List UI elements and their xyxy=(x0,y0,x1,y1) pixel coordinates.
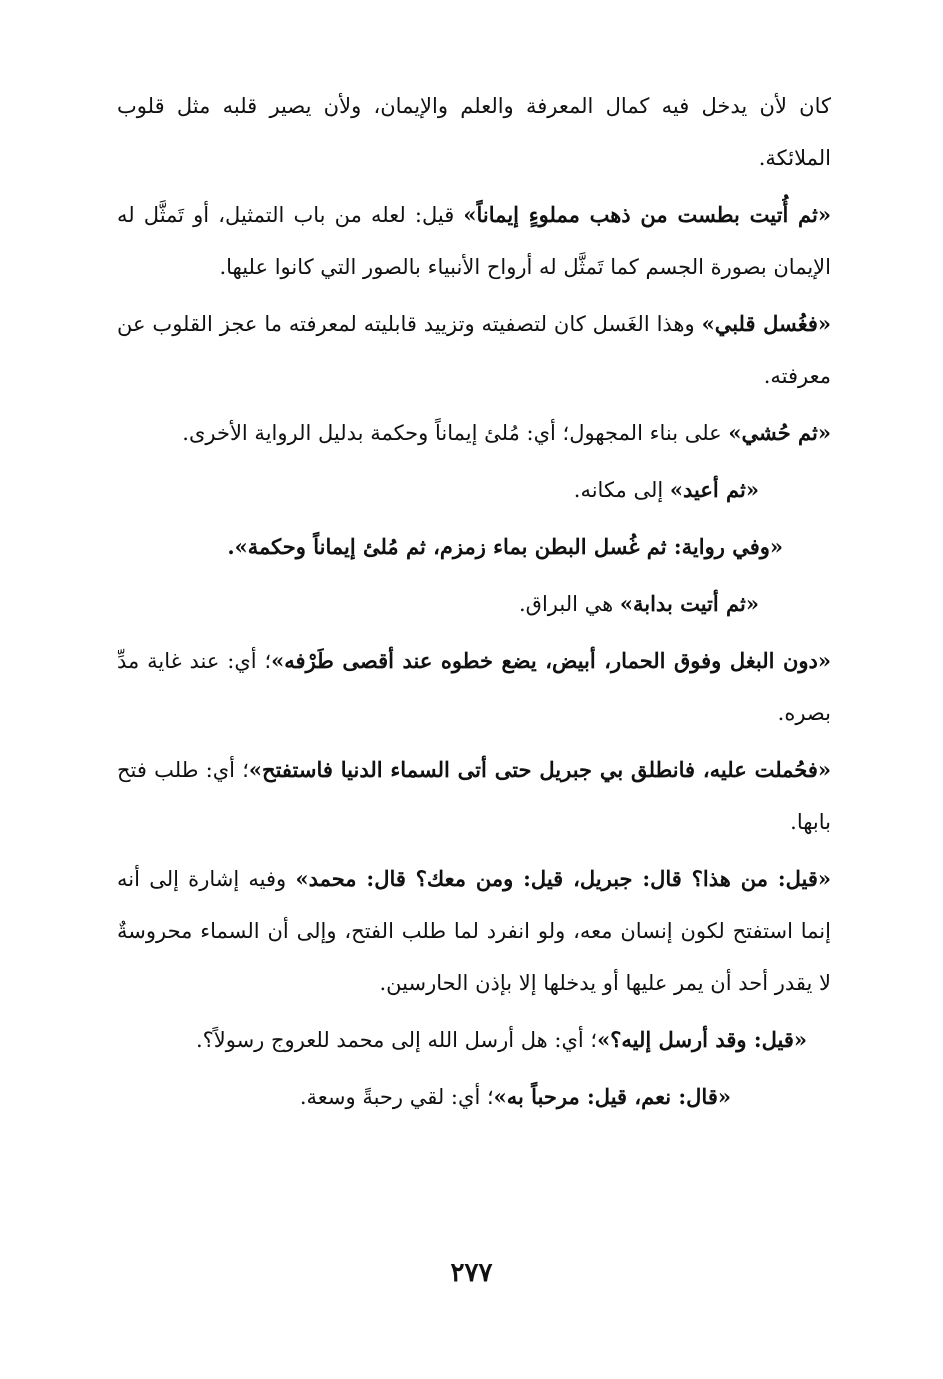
commentary-text: هي البراق. xyxy=(518,592,620,616)
quoted-hadith-text: «ثم حُشي» xyxy=(728,420,831,445)
commentary-text: إلى مكانه. xyxy=(573,478,670,502)
paragraph xyxy=(117,464,831,516)
paragraph xyxy=(117,407,831,459)
quoted-hadith-text: «ثم أعيد» xyxy=(669,477,759,502)
quoted-hadith-text: «ثم أتيت بدابة» xyxy=(619,591,759,616)
paragraph xyxy=(117,298,831,402)
commentary-text: وهذا الغَسل كان لتصفيته وتزييد قابليته لمعرفته ما عجز القلوب عن معرفته. xyxy=(117,312,831,388)
page-number: ٢٧٧ xyxy=(450,1258,493,1288)
quoted-hadith-text: «فحُملت عليه، فانطلق بي جبريل حتى أتى السماء الدنيا فاستفتح» xyxy=(248,757,832,782)
commentary-text: ؛ أي: عند غاية مدِّ بصره. xyxy=(117,649,831,725)
quoted-hadith-text: «قيل: من هذا؟ قال: جبريل، قيل: ومن معك؟ قال: محمد» xyxy=(295,866,831,891)
commentary-text: قيل: لعله من باب التمثيل، أو تَمثَّل له الإيمان بصورة الجسم كما تَمثَّل له أرواح الأنبياء بالصور التي كانوا عليها. xyxy=(117,203,831,279)
paragraph xyxy=(117,635,831,739)
paragraph xyxy=(117,1014,831,1066)
paragraph xyxy=(117,80,831,184)
paragraph xyxy=(117,744,831,848)
quoted-hadith-text: «فغُسل قلبي» xyxy=(701,311,832,336)
paragraph xyxy=(117,578,831,630)
quoted-hadith-text: «وفي رواية: ثم غُسل البطن بماء زمزم، ثم مُلئ إيماناً وحكمة». xyxy=(227,534,783,559)
commentary-text: ؛ أي: طلب فتح بابها. xyxy=(117,758,831,834)
quoted-hadith-text: «ثم أُتيت بطست من ذهب مملوءٍ إيماناً» xyxy=(463,202,832,227)
quoted-hadith-text: «قال: نعم، قيل: مرحباً به» xyxy=(493,1084,731,1109)
paragraph xyxy=(117,1071,831,1123)
quoted-hadith-text: «قيل: وقد أرسل إليه؟» xyxy=(597,1027,807,1052)
commentary-text: ؛ أي: لقي رحبةً وسعة. xyxy=(299,1085,494,1109)
paragraph xyxy=(117,189,831,293)
text-body xyxy=(117,80,831,1123)
commentary-text: وفيه إشارة إلى أنه إنما استفتح لكون إنسان معه، ولو انفرد لما طلب الفتح، وإلى أن السماء محروسةٌ لا يقدر أحد أن يمر عليها أو يدخلها إلا بإذن الحارسين. xyxy=(117,867,831,995)
commentary-text: على بناء المجهول؛ أي: مُلئ إيماناً وحكمة بدليل الرواية الأخرى. xyxy=(182,421,729,445)
commentary-text: ؛ أي: هل أرسل الله إلى محمد للعروج رسولاً؟. xyxy=(195,1028,598,1052)
paragraph xyxy=(117,521,831,573)
paragraph xyxy=(117,853,831,1009)
quoted-hadith-text: «دون البغل وفوق الحمار، أبيض، يضع خطوه عند أقصى طَرْفه» xyxy=(271,648,831,673)
text-segment: كان لأن يدخل فيه كمال المعرفة والعلم والإيمان، ولأن يصير قلبه مثل قلوب الملائكة. xyxy=(117,94,831,170)
